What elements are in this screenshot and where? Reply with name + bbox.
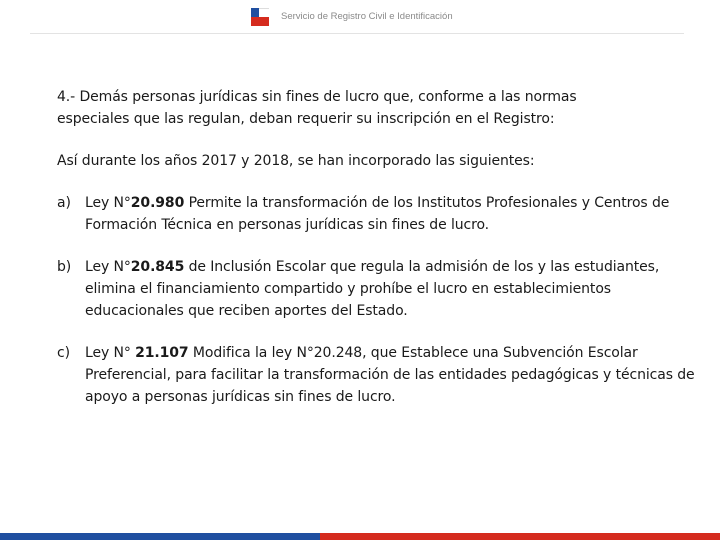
list-marker: b) (57, 259, 72, 275)
law-prefix: Ley N° (85, 259, 131, 275)
law-list (57, 192, 697, 408)
law-prefix: Ley N° (85, 345, 136, 361)
page-header (0, 0, 720, 34)
chile-flag-logo-icon (251, 8, 269, 26)
intro-paragraph (57, 86, 697, 130)
header-divider (30, 33, 684, 34)
list-marker: c) (57, 345, 70, 361)
list-marker: a) (57, 195, 71, 211)
org-name: Servicio de Registro Civil e Identificación (281, 11, 453, 22)
slide-content (57, 86, 697, 428)
law-number: 20.980 (130, 195, 185, 211)
intro-line-1: 4.- Demás personas jurídicas sin fines de lucro que, conforme a las normas (57, 89, 577, 105)
year-paragraph: Así durante los años 2017 y 2018, se han incorporado las siguientes: (57, 153, 535, 169)
law-prefix: Ley N° (85, 195, 131, 211)
list-item (57, 342, 697, 408)
law-description: Modifica la ley N°20.248, que Establece una Subvención Escolar Preferencial, para facilitar la transformación de las entidades pedagógicas y técnicas de apoyo a personas jurídicas sin fines de lucro. (85, 345, 695, 405)
law-description: Permite la transformación de los Institutos Profesionales y Centros de Formación Técnica en personas jurídicas sin fines de lucro. (85, 195, 670, 233)
list-item (57, 256, 697, 322)
law-number: 21.107 (135, 345, 189, 361)
law-description: de Inclusión Escolar que regula la admisión de los y las estudiantes, elimina el financiamiento compartido y prohíbe el lucro en establecimientos educacionales que reciben aportes del Estado. (85, 259, 660, 319)
intro-line-2: especiales que las regulan, deban requerir su inscripción en el Registro: (57, 111, 555, 127)
list-item (57, 192, 697, 236)
footer-color-bar (0, 533, 720, 540)
law-number: 20.845 (130, 259, 185, 275)
